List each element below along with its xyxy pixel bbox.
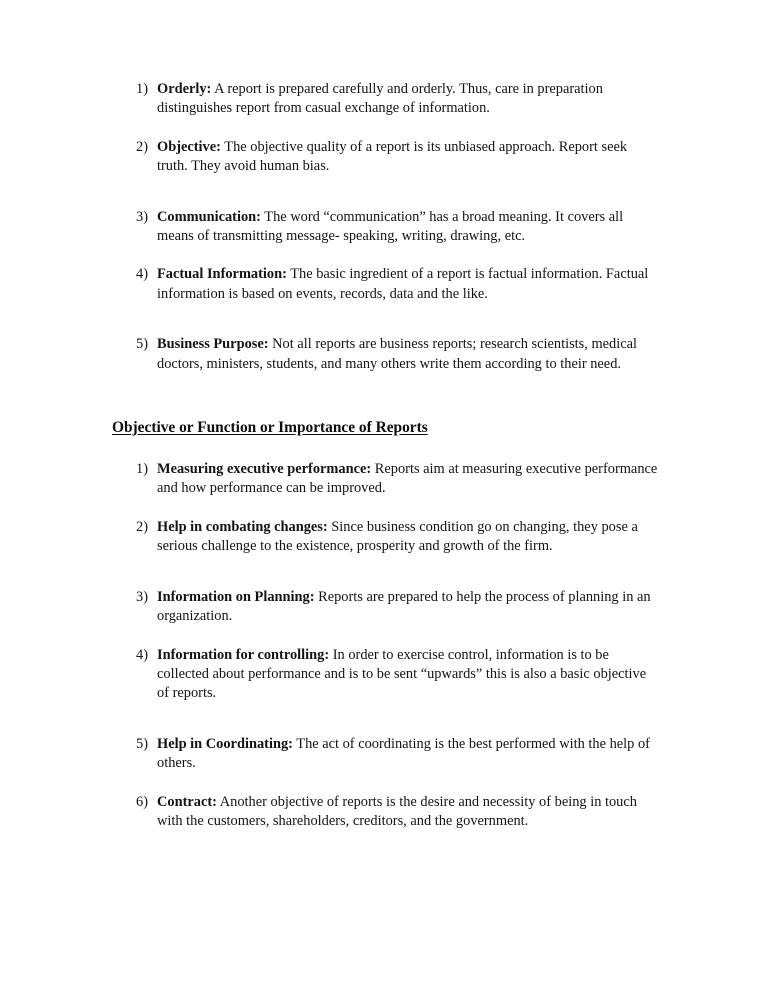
list-item-term: Factual Information: xyxy=(157,266,287,283)
list-item-text: In order to exercise control, information is to be collected about performance and is to be sent “upwards” this is also a basic objective of reports. xyxy=(157,646,647,702)
list-item xyxy=(112,646,660,704)
list-item-text: Not all reports are business reports; research scientists, medical doctors, ministers, students, and many others write them according to their need. xyxy=(157,336,638,372)
characteristics-list xyxy=(112,80,660,374)
document-content xyxy=(112,80,660,831)
list-item-term: Information for controlling: xyxy=(157,646,330,663)
list-item xyxy=(112,265,660,304)
list-item-term: Objective: xyxy=(157,138,221,155)
list-item-number: 4) xyxy=(136,266,148,283)
list-item-text: The act of coordinating is the best performed with the help of others. xyxy=(157,735,650,772)
list-item xyxy=(112,793,660,832)
list-item-text: The basic ingredient of a report is factual information. Factual information is based on events, records, data and the like. xyxy=(157,266,649,302)
list-item-number: 6) xyxy=(136,793,148,810)
list-item xyxy=(112,335,660,374)
list-item-text: Reports are prepared to help the process of planning in an organization. xyxy=(157,588,651,625)
list-item-term: Measuring executive performance: xyxy=(157,461,372,478)
list-item xyxy=(112,80,660,119)
list-item-number: 3) xyxy=(136,588,148,605)
list-item-term: Communication: xyxy=(157,208,261,225)
list-item-number: 3) xyxy=(136,208,148,225)
list-item-number: 5) xyxy=(136,336,148,353)
list-item-number: 5) xyxy=(136,735,148,752)
list-item xyxy=(112,208,660,247)
list-item-number: 2) xyxy=(136,518,148,535)
section-heading-container xyxy=(112,418,660,438)
list-item-term: Information on Planning: xyxy=(157,588,315,605)
list-item-text: A report is prepared carefully and orderly. Thus, care in preparation distinguishes report from casual exchange of information. xyxy=(157,81,603,117)
list-item xyxy=(112,138,660,177)
list-item-text: Since business condition go on changing, they pose a serious challenge to the existence, prosperity and growth of the firm. xyxy=(157,518,638,555)
page-title: Objective or Function or Importance of Reports xyxy=(112,419,428,437)
list-item-text: The word “communication” has a broad meaning. It covers all means of transmitting message- speaking, writing, drawing, etc. xyxy=(157,208,624,245)
list-item xyxy=(112,460,660,499)
list-item-number: 4) xyxy=(136,646,148,663)
list-item xyxy=(112,735,660,774)
list-item-term: Help in Coordinating: xyxy=(157,735,293,752)
list-item-term: Business Purpose: xyxy=(157,336,269,353)
list-item-number: 1) xyxy=(136,461,148,478)
list-item-number: 1) xyxy=(136,81,148,97)
list-item-text: The objective quality of a report is its unbiased approach. Report seek truth. They avoid human bias. xyxy=(157,138,628,175)
list-item-term: Contract: xyxy=(157,793,217,810)
list-item xyxy=(112,588,660,627)
list-item-number: 2) xyxy=(136,138,148,155)
list-item-text: Another objective of reports is the desire and necessity of being in touch with the customers, shareholders, creditors, and the government. xyxy=(157,793,637,829)
list-item xyxy=(112,518,660,557)
list-item-term: Help in combating changes: xyxy=(157,518,328,535)
objectives-list xyxy=(112,460,660,831)
list-item-text: Reports aim at measuring executive performance and how performance can be improved. xyxy=(157,461,658,497)
list-item-term: Orderly: xyxy=(157,81,212,97)
